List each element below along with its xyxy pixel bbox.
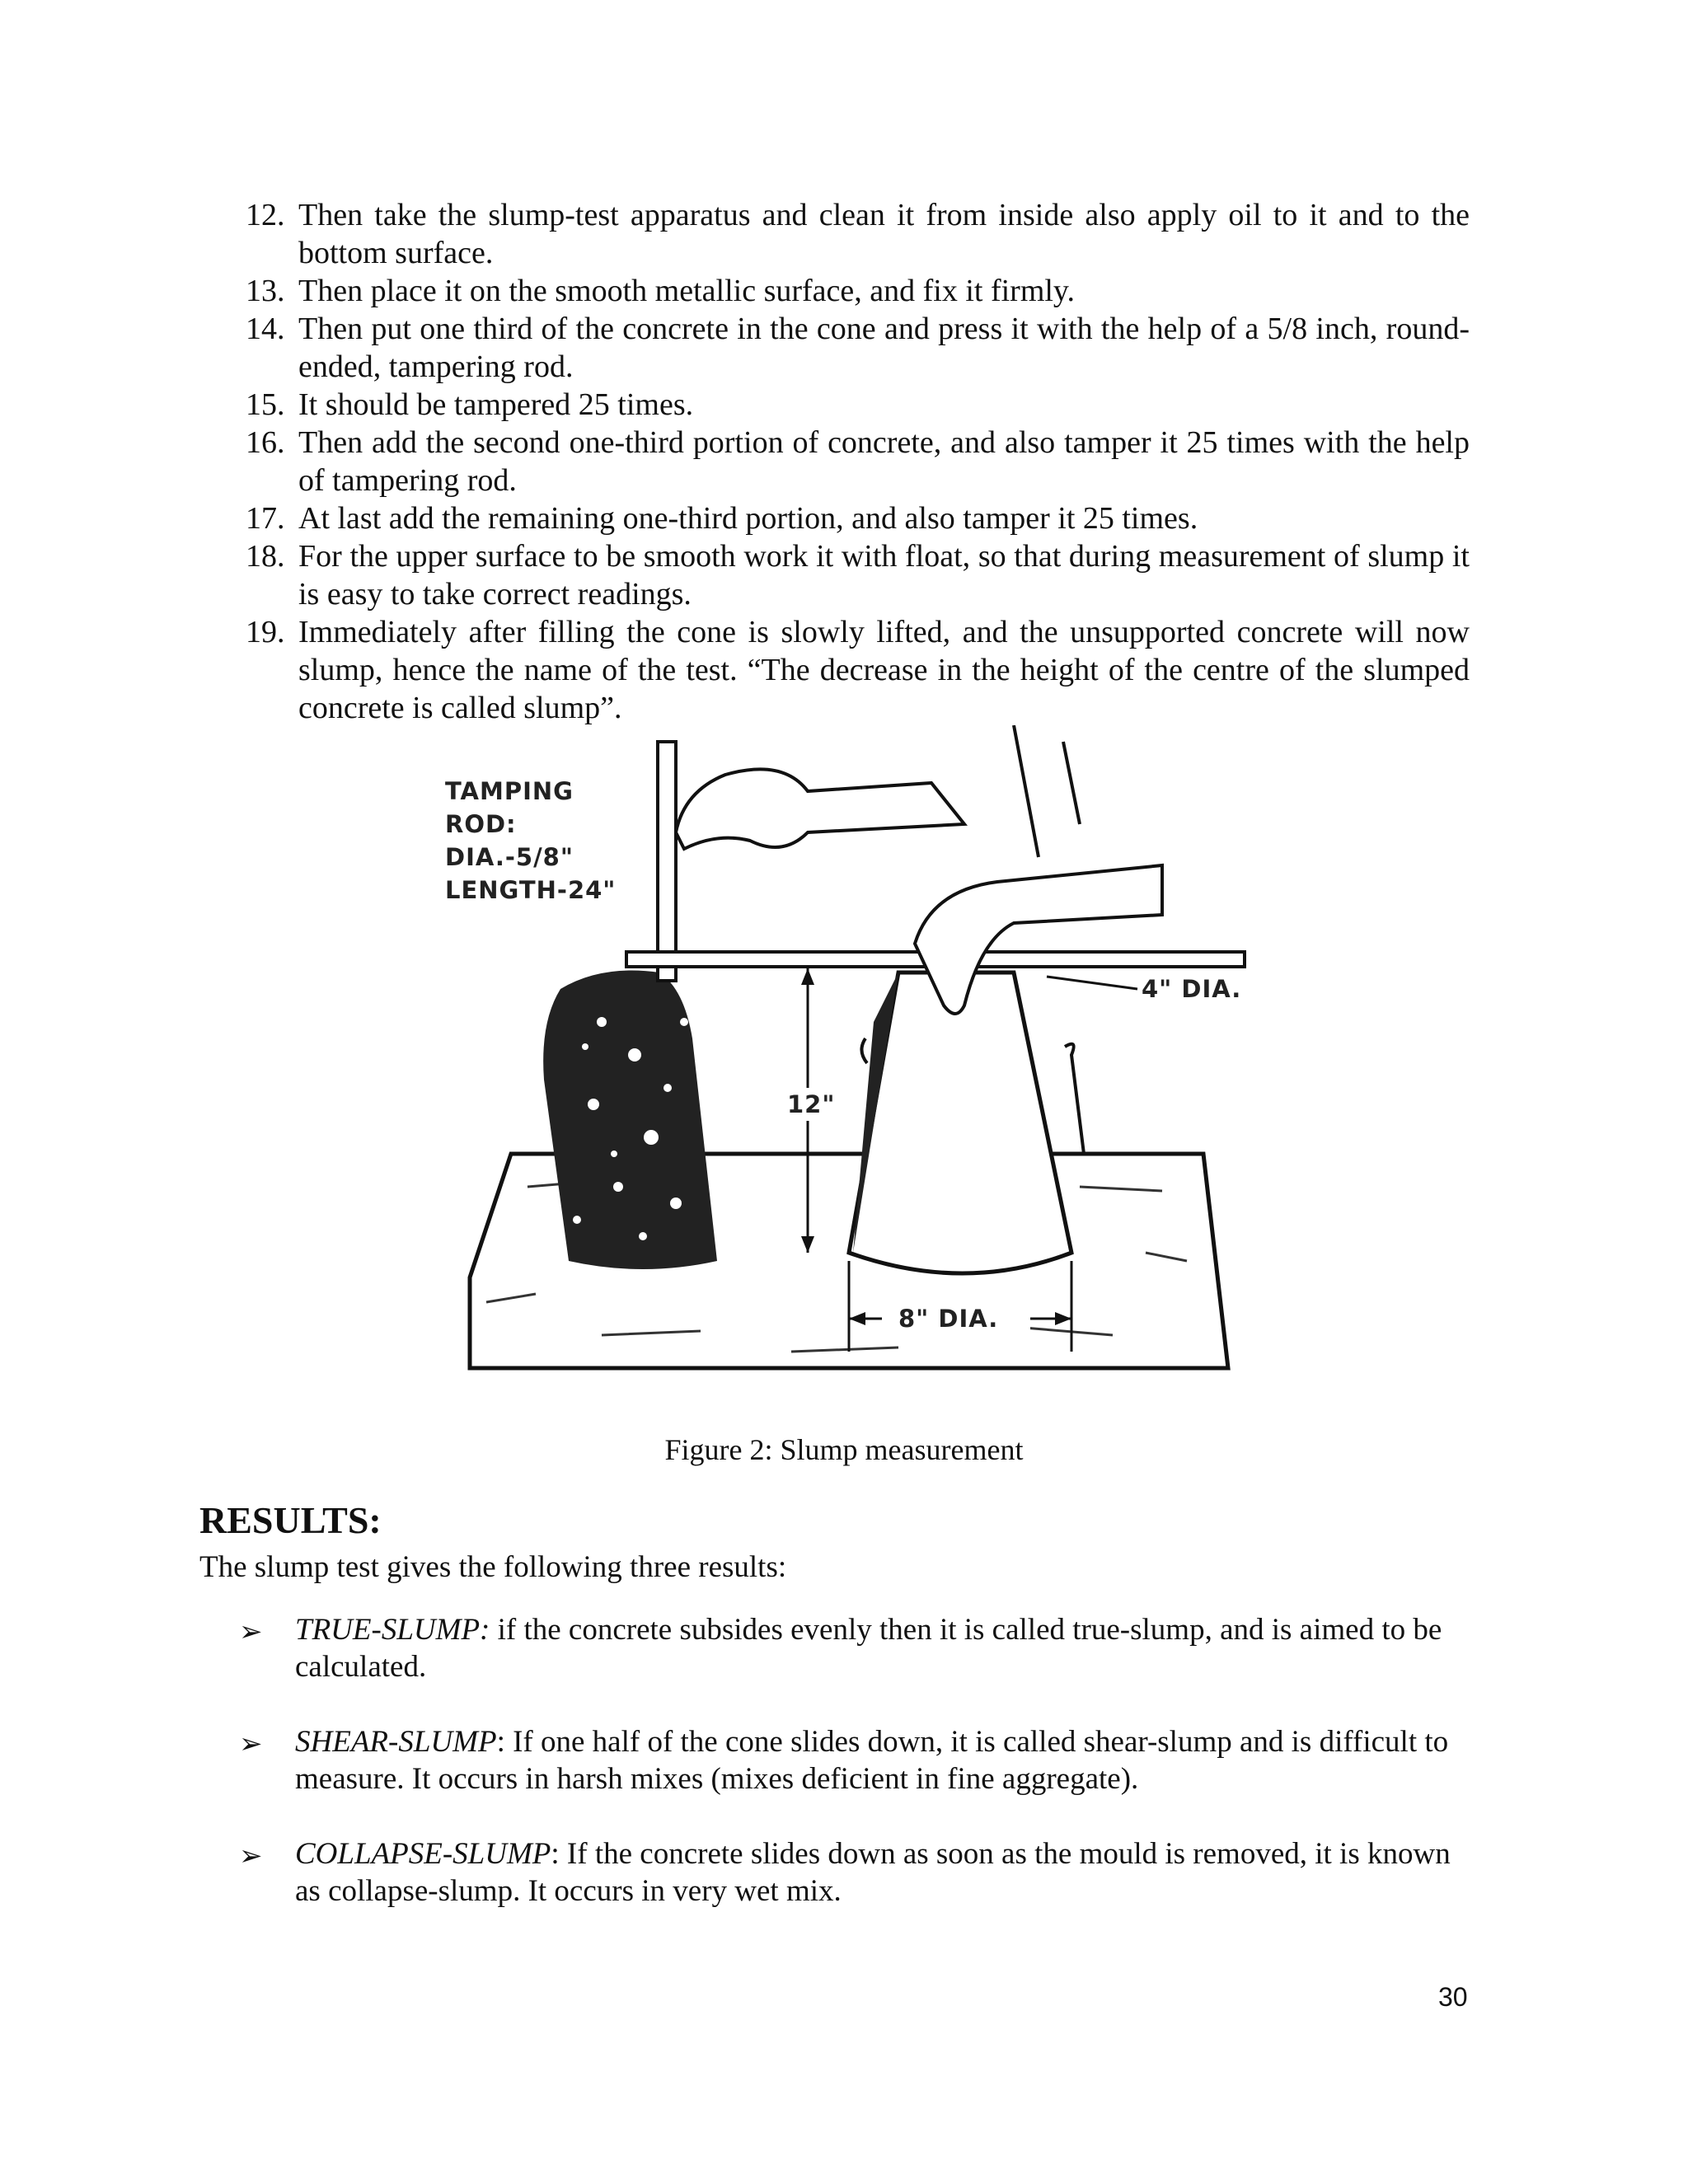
list-item [239, 1835, 1451, 1910]
step-text: At last add the remaining one-third portion, and also tamper it 25 times. [298, 501, 1198, 536]
step-text: Immediately after filling the cone is slowly lifted, and the unsupported concrete will now slump, hence the name of the test. “The decrease in the height of the centre of the slumped concrete is called slump”. [298, 615, 1470, 725]
result-term: SHEAR-SLUMP [295, 1725, 497, 1759]
step-number: 18. [246, 539, 285, 574]
result-term: COLLAPSE-SLUMP [295, 1837, 551, 1871]
step-item [246, 386, 1470, 424]
step-item [246, 424, 1470, 499]
step-item [246, 272, 1470, 310]
step-text: For the upper surface to be smooth work it with float, so that during measurement of slump it is easy to take correct readings. [298, 539, 1470, 612]
label-top-dia: 4" DIA. [1142, 975, 1242, 1003]
step-item [246, 499, 1470, 537]
step-text: Then take the slump-test apparatus and clean it from inside also apply oil to it and to the bottom surface. [298, 198, 1470, 270]
step-number: 17. [246, 501, 285, 536]
step-item [246, 613, 1470, 727]
procedure-steps [246, 196, 1470, 727]
step-text: Then add the second one-third portion of concrete, and also tamper it 25 times with the help of tampering rod. [298, 425, 1470, 498]
arrow-bullet-icon: ➢ [239, 1615, 263, 1648]
label-height: 12" [787, 1090, 836, 1118]
tamping-rod [658, 742, 676, 981]
step-number: 16. [246, 425, 285, 460]
step-number: 19. [246, 615, 285, 649]
left-hand [676, 769, 964, 849]
label-bottom-dia: 8" DIA. [898, 1305, 999, 1333]
step-number: 15. [246, 387, 285, 422]
label-rod-dia: DIA.-5/8" [445, 843, 574, 871]
slumped-concrete [543, 971, 717, 1270]
slump-test-figure [437, 725, 1261, 1401]
result-term: TRUE-SLUMP: [295, 1613, 490, 1647]
results-intro: The slump test gives the following three results: [199, 1550, 787, 1584]
result-description: : If one half of the cone slides down, it is called shear-slump and is difficult to measure. It occurs in harsh mixes (mixes deficient in fine aggregate). [295, 1725, 1449, 1796]
figure-caption: Figure 2: Slump measurement [664, 1433, 1024, 1466]
step-number: 13. [246, 274, 285, 308]
step-item [246, 537, 1470, 613]
right-hand [915, 865, 1162, 1014]
result-description: : If the concrete slides down as soon as the mould is removed, it is known as collapse-slump. It occurs in very wet mix. [295, 1837, 1451, 1908]
step-text: It should be tampered 25 times. [298, 387, 694, 422]
step-number: 12. [246, 198, 285, 232]
list-item [239, 1723, 1451, 1797]
list-item [239, 1611, 1451, 1685]
step-text: Then place it on the smooth metallic surface, and fix it firmly. [298, 274, 1075, 308]
arrow-bullet-icon: ➢ [239, 1840, 263, 1872]
slump-test-illustration [437, 725, 1261, 1401]
results-list [239, 1611, 1451, 1947]
results-heading: RESULTS: [199, 1499, 382, 1541]
label-rod-length: LENGTH-24" [445, 876, 617, 904]
result-description: if the concrete subsides evenly then it is called true-slump, and is aimed to be calculated. [295, 1613, 1442, 1684]
step-item [246, 310, 1470, 386]
label-tamping: TAMPING [445, 777, 574, 805]
step-number: 14. [246, 312, 285, 346]
label-rod: ROD: [445, 810, 517, 838]
arrow-bullet-icon: ➢ [239, 1727, 263, 1760]
step-text: Then put one third of the concrete in the cone and press it with the help of a 5/8 inch, round-ended, tampering rod. [298, 312, 1470, 384]
step-item [246, 196, 1470, 272]
page-number: 30 [1438, 1982, 1468, 2012]
